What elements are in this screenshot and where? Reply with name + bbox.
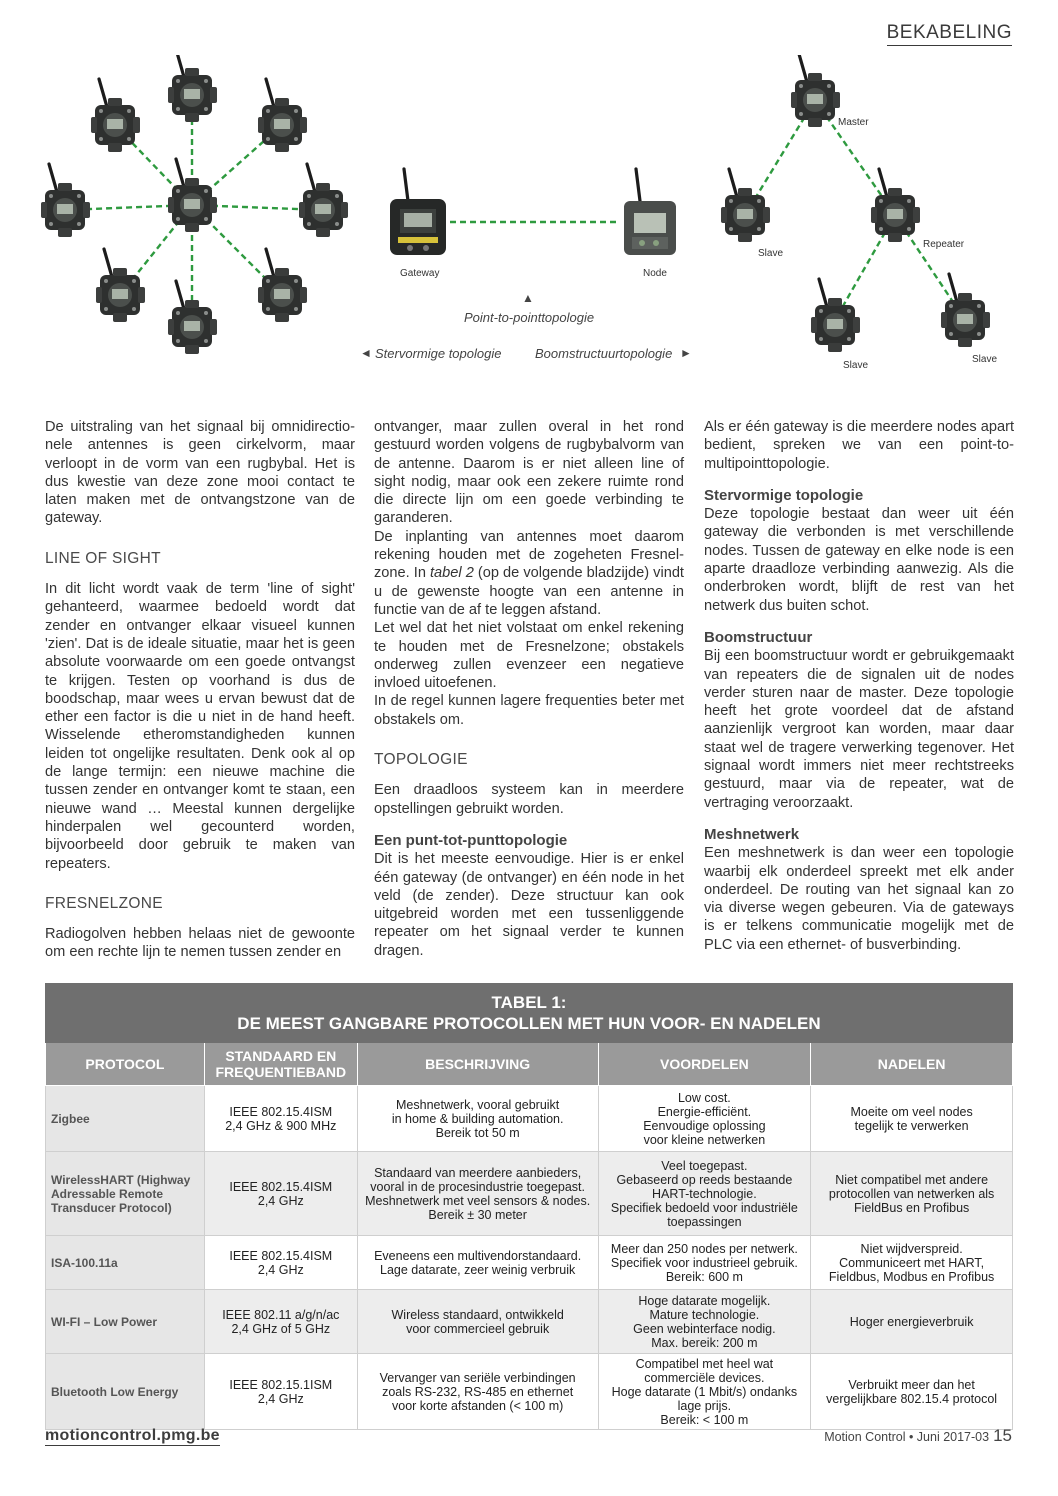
paragraph: Een meshnetwerk is dan weer een topologie waarbij elk onderdeel spreekt met elk ander onderdeel. De routing van het signaal kan zo via diverse wegen gebeuren. Via de gateways is er telkens communicatie mogelijk met de PLC via een ethernet- of busverbinding. [704, 845, 1014, 953]
heading-boomstructuur: Boomstructuur [704, 628, 813, 646]
caption-tree: Boomstructuurtopologie [535, 346, 673, 361]
up-arrow-icon: ▲ [522, 291, 534, 305]
table-cell-protocol: ISA-100.11a [46, 1236, 205, 1290]
protocol-table [45, 983, 1013, 1430]
paragraph: Let wel dat het niet volstaat om enkel rekening te houden met de Fresnelzone; obstakels onderweg zullen evenzeer een negatieve invloed uitoefenen. [374, 620, 684, 692]
table-cell-standard: IEEE 802.15.4ISM 2,4 GHz & 900 MHz [204, 1086, 357, 1152]
table-cell-description: Eveneens een multivendorstandaard. Lage datarate, zeer weinig verbruik [357, 1236, 598, 1290]
header-protocol: PROTOCOL [46, 1043, 205, 1086]
table-row [46, 1290, 1013, 1354]
heading-fresnelzone: FRESNELZONE [45, 894, 163, 912]
caption-point-to-point: Point-to-pointtopologie [464, 310, 595, 325]
table-row [46, 1354, 1013, 1430]
tree-topology-diagram [721, 55, 990, 352]
heading-punt-tot-punt: Een punt-tot-punttopologie [374, 831, 568, 849]
table-cell-protocol: Bluetooth Low Energy [46, 1354, 205, 1430]
heading-stervormige: Stervormige topologie [704, 486, 864, 504]
table-cell-pros: Compatibel met heel wat commerciële devices. Hoge datarate (1 Mbit/s) ondanks lage prijs. Bereik: < 100 m [598, 1354, 811, 1430]
table-cell-description: Meshnetwerk, vooral gebruikt in home & building automation. Bereik tot 50 m [357, 1086, 598, 1152]
table-row [46, 1236, 1013, 1290]
topology-figures [0, 55, 1058, 385]
label-slave-bottom-right: Slave [972, 354, 998, 365]
left-arrow-icon: ◄ [360, 346, 372, 360]
table-cell-standard: IEEE 802.15.4ISM 2,4 GHz [204, 1236, 357, 1290]
topology-diagrams [0, 55, 1058, 385]
heading-line-of-sight: LINE OF SIGHT [45, 549, 161, 567]
table-cell-standard: IEEE 802.15.1ISM 2,4 GHz [204, 1354, 357, 1430]
label-slave-bottom-left: Slave [843, 360, 869, 371]
table-cell-description: Wireless standaard, ontwikkeld voor commercieel gebruik [357, 1290, 598, 1354]
paragraph: Radiogolven hebben helaas niet de gewoonte om een rechte lijn te nemen tussen zender en [45, 926, 355, 961]
table-header-row [46, 1043, 1013, 1086]
header-pros: VOORDELEN [598, 1043, 811, 1086]
table-cell-pros: Veel toegepast. Gebaseerd op reeds bestaande HART-technologie. Specifiek bedoeld voor industriële toepassingen [598, 1152, 811, 1236]
label-gateway: Gateway [400, 268, 440, 279]
table-cell-cons: Hoger energieverbruik [811, 1290, 1013, 1354]
header-standard: STANDAARD EN FREQUENTIEBAND [204, 1043, 357, 1086]
paragraph: In dit licht wordt vaak de term 'line of sight' gehanteerd, waarmee bedoeld wordt dat zender en ontvanger elkaar visueel kunnen 'zien'. Dat is de ideale situatie, maar het is geen absolute voorwaarde om een goede ontvangst te krijgen. Testen op voorhand is dus de boodschap, maar wees u ervan bewust dat de ether een factor is die u niet in de hand heeft. Wisselende etheromstandigheden kunnen leiden tot ongelijke resultaten. Denk ook al op de lange termijn: een nieuwe machine die tussen zender en ontvanger komt te staan, een nieuwe wand … Meestal kunnen dergelijke hinderpalen wel gecounterd worden, bijvoorbeeld door gebruik te maken van repeaters. [45, 581, 355, 872]
footer-issue: Motion Control • Juni 2017-03 15 [824, 1426, 1012, 1445]
table-cell-pros: Meer dan 250 nodes per netwerk. Specifiek voor industrieel gebruik. Bereik: 600 m [598, 1236, 811, 1290]
label-master: Master [838, 117, 869, 128]
table-row [46, 1152, 1013, 1236]
label-slave-left: Slave [758, 248, 784, 259]
point-to-point-diagram [390, 169, 676, 255]
table-cell-cons: Moeite om veel nodes tegelijk te verwerken [811, 1086, 1013, 1152]
paragraph: Een draadloos systeem kan in meerdere opstellingen gebruikt worden. [374, 782, 684, 817]
table-cell-pros: Hoge datarate mogelijk. Mature technologie. Geen webinterface nodig. Max. bereik: 200 m [598, 1290, 811, 1354]
column-2 [374, 418, 684, 960]
column-3 [704, 418, 1014, 954]
table-cell-cons: Verbruikt meer dan het vergelijkbare 802.15.4 protocol [811, 1354, 1013, 1430]
heading-meshnetwerk: Meshnetwerk [704, 825, 800, 843]
page-number: 15 [993, 1426, 1012, 1445]
paragraph: De uitstraling van het signaal bij omnidirectionele antennes is geen cirkelvorm, maar verloopt in de vorm van een rugbybal. Het is dus kwestie van deze zone mooi contact te laten maken met de ontvangstzone van de gateway. [45, 419, 355, 527]
table-cell-protocol: WirelessHART (Highway Adressable Remote Transducer Protocol) [46, 1152, 205, 1236]
right-arrow-icon: ► [680, 346, 692, 360]
paragraph: Dit is het meeste eenvoudige. Hier is er enkel één gateway (de ontvanger) en één node in het veld (de zender). Deze structuur kan ook uitgebreid worden met een tussenliggende repeater om het signaal verder te kunnen dragen. [374, 851, 684, 959]
label-repeater: Repeater [923, 239, 965, 250]
table-cell-description: Vervanger van seriële verbindingen zoals RS-232, RS-485 en ethernet voor korte afstanden (< 100 m) [357, 1354, 598, 1430]
table-cell-protocol: Zigbee [46, 1086, 205, 1152]
column-1 [45, 418, 355, 962]
table-cell-pros: Low cost. Energie-efficiënt. Eenvoudige oplossing voor kleine netwerken [598, 1086, 811, 1152]
paragraph: Deze topologie bestaat dan weer uit één gateway die verbonden is met verschillende nodes. Tussen de gateway en elke node is een aparte draadloze verbinding aanwezig. Als die onderbroken wordt, blijft de rest van het netwerk dus buiten schot. [704, 506, 1014, 614]
heading-topologie: TOPOLOGIE [374, 751, 468, 769]
table-cell-protocol: WI-FI – Low Power [46, 1290, 205, 1354]
table-cell-standard: IEEE 802.15.4ISM 2,4 GHz [204, 1152, 357, 1236]
header-description: BESCHRIJVING [357, 1043, 598, 1086]
section-tag: BEKABELING [887, 22, 1012, 46]
label-node: Node [643, 268, 667, 279]
paragraph: De inplanting van antennes moet daarom rekening houden met de zogeheten Fresnelzone. In tabel 2 (op de volgende bladzijde) vindt u de gewenste hoogte van een antenne in functie van de af te leggen afstand. [374, 528, 684, 618]
table-title: TABEL 1: DE MEEST GANGBARE PROTOCOLLEN MET HUN VOOR- EN NADELEN [46, 984, 1013, 1043]
table-cell-description: Standaard van meerdere aanbieders, vooral in de procesindustrie toegepast. Meshnetwerk met veel sensors & nodes. Bereik ± 30 meter [357, 1152, 598, 1236]
footer-url[interactable]: motioncontrol.pmg.be [45, 1427, 220, 1444]
caption-star: Stervormige topologie [375, 346, 502, 361]
paragraph: Bij een boomstructuur wordt er gebruikgemaakt van repeaters die de signalen uit de nodes verder sturen naar de master. Deze topologie heeft het grote voordeel dat de afstand aanzienlijk vergroot kan worden, maar daar staat wel de tragere verwerking tegenover. Het signaal wordt immers niet meer rechtstreeks gestuurd, maar via de repeater, wat de vertraging veroorzaakt. [704, 648, 1014, 811]
star-topology-diagram [41, 55, 348, 354]
header-cons: NADELEN [811, 1043, 1013, 1086]
table-cell-standard: IEEE 802.11 a/g/n/ac 2,4 GHz of 5 GHz [204, 1290, 357, 1354]
paragraph: ontvanger, maar zullen overal in het rond gestuurd worden volgens de rugbybalvorm van de antenne. Daarom is er niet alleen line of sight nodig, maar ook een zekere ruimte rond die directe lijn om een goede verbinding te garanderen. [374, 419, 684, 527]
table-row [46, 1086, 1013, 1152]
table-cell-cons: Niet compatibel met andere protocollen van netwerken als FieldBus en Profibus [811, 1152, 1013, 1236]
table-cell-cons: Niet wijdverspreid. Communiceert met HART, Fieldbus, Modbus en Profibus [811, 1236, 1013, 1290]
paragraph: Als er één gateway is die meerdere nodes apart bedient, spreken we van een point-to-multipointtopologie. [704, 419, 1014, 472]
paragraph: In de regel kunnen lagere frequenties beter met obstakels om. [374, 693, 684, 728]
